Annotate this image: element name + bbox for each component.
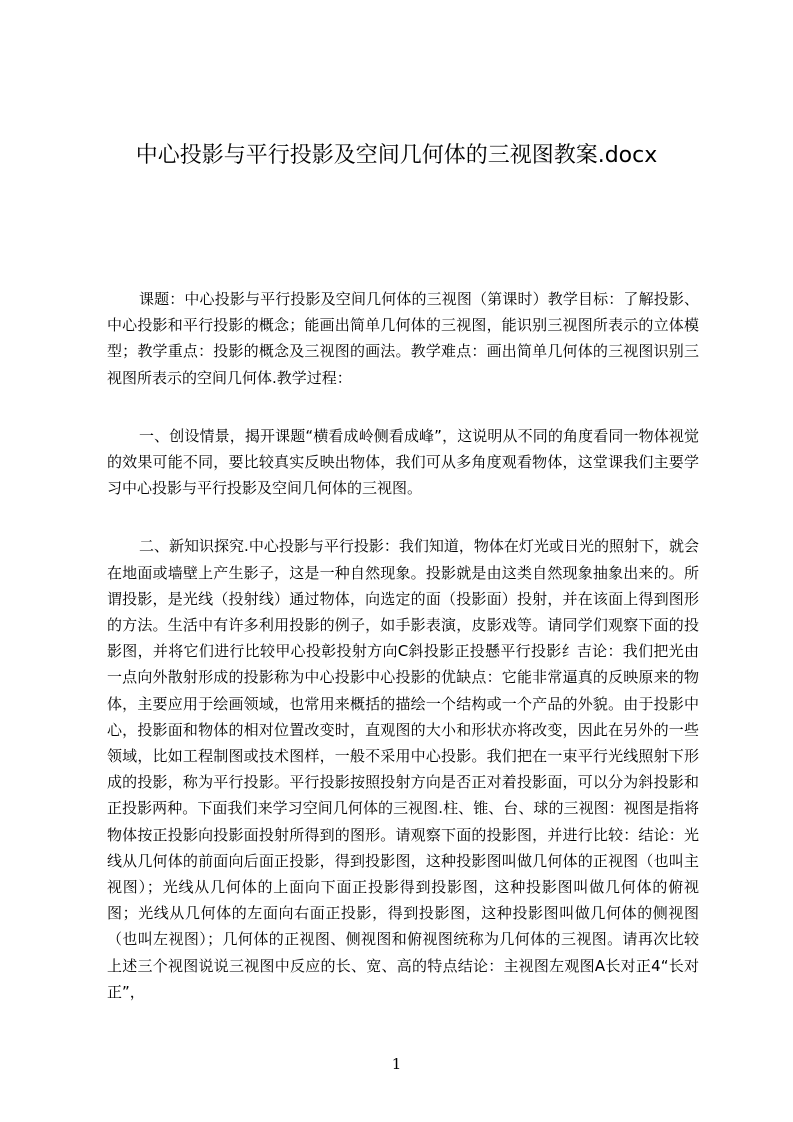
paragraph-course-info: 课题：中心投影与平行投影及空间几何体的三视图（第课时）教学目标：了解投影、中心投影和平行投影的概念；能画出简单几何体的三视图，能识别三视图所表示的立体模型；教学重点：投影的概念及三视图的画法。教学难点：画出简单几何体的三视图识别三视图所表示的空间几何体.教学过程： — [107, 290, 699, 387]
paragraph-new-knowledge: 二、新知识探究.中心投影与平行投影：我们知道，物体在灯光或日光的照射下，就会在地面或墙壁上产生影子，这是一种自然现象。投影就是由这类自然现象抽象出来的。所谓投影，是光线（投射线）通过物体，向选定的面（投影面）投射，并在该面上得到图形的方法。生活中有许多利用投影的例子，如手影表演，皮影戏等。请同学们观察下面的投影图，并将它们进行比较甲心投彰投射方向C斜投影正投懸平行投影纟吉论：我们把光由一点向外散射形成的投影称为中心投影中心投影的优缺点：它能非常逼真的反映原来的物体，主要应用于绘画领域，也常用来概括的描绘一个结构或一个产品的外貌。由于投影中心，投影面和物体的相对位置改变时，直观图的大小和形状亦将改变，因此在另外的一些领域，比如工程制图或技术图样，一般不采用中心投影。我们把在一束平行光线照射下形成的投影，称为平行投影。平行投影按照投射方向是否正对着投影面，可以分为斜投影和正投影两种。下面我们来学习空间几何体的三视图.柱、锥、台、球的三视图：视图是指将物体按正投影向投影面投射所得到的图形。请观察下面的投影图，并进行比较：结论：光线从几何体的前面向后面正投影，得到投影图，这种投影图叫做几何体的正视图（也叫主视图）；光线从几何体的上面向下面正投影得到投影图，这种投影图叫做几何体的俯视图；光线从几何体的左面向右面正投影，得到投影图，这种投影图叫做几何体的侧视图（也叫左视图）；几何体的正视图、侧视图和俯视图统称为几何体的三视图。请再次比较上述三个视图说说三视图中反应的长、宽、高的特点结论：主视图左观图A长对正4“长对正”， — [107, 537, 699, 1001]
document-title: 中心投影与平行投影及空间几何体的三视图教案.docx — [135, 143, 658, 168]
paragraph-scenario-intro: 一、创设情景，揭开课题“横看成岭侧看成峰”，这说明从不同的角度看同一物体视觉的效果可能不同，要比较真实反映出物体，我们可从多角度观看物体，这堂课我们主要学习中心投影与平行投影及空间几何体的三视图。 — [107, 426, 699, 498]
page-number: 1 — [391, 1055, 402, 1073]
document-body — [107, 286, 699, 1037]
